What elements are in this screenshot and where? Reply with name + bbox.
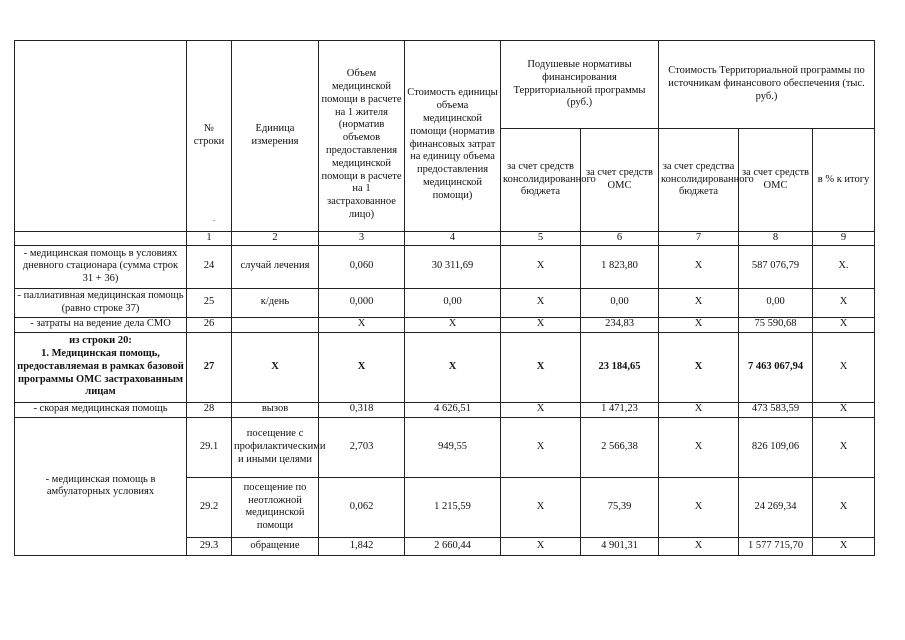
row-c6: 0,00	[581, 288, 659, 317]
row-unit: посещение с профилактическими и иными целями	[232, 417, 319, 477]
row-c5: Х	[501, 402, 581, 417]
row-c9: Х	[813, 317, 875, 332]
col-number: 9	[813, 232, 875, 246]
col-number: 5	[501, 232, 581, 246]
row-c8: 826 109,06	[739, 417, 813, 477]
scan-dot-mark: .	[213, 214, 215, 223]
col-number: 1	[187, 232, 232, 246]
row-unit: вызов	[232, 402, 319, 417]
row-unit	[232, 317, 319, 332]
header-cost-group: Стоимость Территориальной программы по источникам финансового обеспечения (тыс. руб.)	[659, 41, 875, 129]
row-cost: 949,55	[405, 417, 501, 477]
row-name-prefix: из строки 20:	[69, 335, 132, 347]
row-num: 27	[187, 332, 232, 402]
table-row	[15, 317, 875, 332]
row-name-title: 1. Медицинская помощь, предоставляемая в рамках базовой программы ОМС застрахованным лицам	[17, 348, 184, 398]
table-row	[15, 417, 875, 477]
row-c7: Х	[659, 402, 739, 417]
row-unit: Х	[232, 332, 319, 402]
row-c8: 1 577 715,70	[739, 537, 813, 555]
header-per-capita-group: Подушевые нормативы финансирования Территориальной программы (руб.)	[501, 41, 659, 129]
header-sub-cons-budget-2: за счет средства консолидированного бюджета	[659, 129, 739, 232]
row-c8: 75 590,68	[739, 317, 813, 332]
header-sub-oms-2: за счет средств ОМС	[739, 129, 813, 232]
row-cost: 1 215,59	[405, 477, 501, 537]
row-c8: 587 076,79	[739, 245, 813, 288]
row-volume: Х	[319, 332, 405, 402]
row-c6: 2 566,38	[581, 417, 659, 477]
row-c5: Х	[501, 537, 581, 555]
row-c9: Х.	[813, 245, 875, 288]
row-num: 28	[187, 402, 232, 417]
col-number: 7	[659, 232, 739, 246]
col-number: 2	[232, 232, 319, 246]
row-name: - скорая медицинская помощь	[15, 402, 187, 417]
row-c6: 23 184,65	[581, 332, 659, 402]
col-number: 6	[581, 232, 659, 246]
row-c7: Х	[659, 477, 739, 537]
row-cost: Х	[405, 317, 501, 332]
col-number: 3	[319, 232, 405, 246]
row-c5: Х	[501, 288, 581, 317]
row-c9: Х	[813, 402, 875, 417]
row-unit: обращение	[232, 537, 319, 555]
row-c6: 234,83	[581, 317, 659, 332]
row-cost: 4 626,51	[405, 402, 501, 417]
row-volume: 0,318	[319, 402, 405, 417]
row-cost: 0,00	[405, 288, 501, 317]
header-sub-oms: за счет средств ОМС	[581, 129, 659, 232]
row-c9: Х	[813, 288, 875, 317]
header-unit: Единица измерения	[232, 41, 319, 232]
row-name: - медицинская помощь в условиях дневного стационара (сумма строк 31 + 36)	[15, 245, 187, 288]
table-row	[15, 288, 875, 317]
row-c7: Х	[659, 537, 739, 555]
row-name	[15, 332, 187, 402]
column-number-row	[15, 232, 875, 246]
row-num: 25	[187, 288, 232, 317]
header-cost: Стоимость единицы объема медицинской помощи (норматив финансовых затрат на единицу объема предоставления медицинской помощи)	[405, 41, 501, 232]
row-c7: Х	[659, 317, 739, 332]
row-c7: Х	[659, 417, 739, 477]
row-c7: Х	[659, 245, 739, 288]
row-num: 24	[187, 245, 232, 288]
header-row-num: № строки	[187, 41, 232, 232]
col-number: 4	[405, 232, 501, 246]
col-number: 8	[739, 232, 813, 246]
row-name: - медицинская помощь в амбулаторных условиях	[15, 417, 187, 555]
row-num: 26	[187, 317, 232, 332]
row-c8: 7 463 067,94	[739, 332, 813, 402]
row-num: 29.2	[187, 477, 232, 537]
row-c5: Х	[501, 477, 581, 537]
row-c8: 24 269,34	[739, 477, 813, 537]
table-row	[15, 402, 875, 417]
row-volume: 0,000	[319, 288, 405, 317]
row-c5: Х	[501, 417, 581, 477]
row-c6: 1 471,23	[581, 402, 659, 417]
row-c5: Х	[501, 332, 581, 402]
row-num: 29.3	[187, 537, 232, 555]
header-sub-percent: в % к итогу	[813, 129, 875, 232]
row-c8: 473 583,59	[739, 402, 813, 417]
row-volume: 0,062	[319, 477, 405, 537]
row-c5: Х	[501, 317, 581, 332]
header-sub-cons-budget: за счет средств консолидированного бюджета	[501, 129, 581, 232]
table-row	[15, 332, 875, 402]
row-volume: 0,060	[319, 245, 405, 288]
row-c6: 1 823,80	[581, 245, 659, 288]
row-unit: к/день	[232, 288, 319, 317]
row-volume: 2,703	[319, 417, 405, 477]
row-c5: Х	[501, 245, 581, 288]
row-name: - затраты на ведение дела СМО	[15, 317, 187, 332]
row-unit: случай лечения	[232, 245, 319, 288]
row-c7: Х	[659, 332, 739, 402]
header-name-cell	[15, 41, 187, 232]
row-volume: Х	[319, 317, 405, 332]
row-cost: 2 660,44	[405, 537, 501, 555]
row-volume: 1,842	[319, 537, 405, 555]
header-volume: Объем медицинской помощи в расчете на 1 жителя (норматив объемов предоставления медицинской помощи в расчете на 1 застрахованное лицо)	[319, 41, 405, 232]
row-cost: 30 311,69	[405, 245, 501, 288]
row-cost: Х	[405, 332, 501, 402]
row-name: - паллиативная медицинская помощь (равно строке 37)	[15, 288, 187, 317]
row-c6: 75,39	[581, 477, 659, 537]
program-cost-table	[14, 40, 875, 556]
row-c9: Х	[813, 332, 875, 402]
table-row	[15, 245, 875, 288]
row-c9: Х	[813, 417, 875, 477]
row-unit: посещение по неотложной медицинской помощи	[232, 477, 319, 537]
col-number-blank	[15, 232, 187, 246]
row-c6: 4 901,31	[581, 537, 659, 555]
row-c9: Х	[813, 537, 875, 555]
row-c7: Х	[659, 288, 739, 317]
row-c9: Х	[813, 477, 875, 537]
row-c8: 0,00	[739, 288, 813, 317]
row-num: 29.1	[187, 417, 232, 477]
